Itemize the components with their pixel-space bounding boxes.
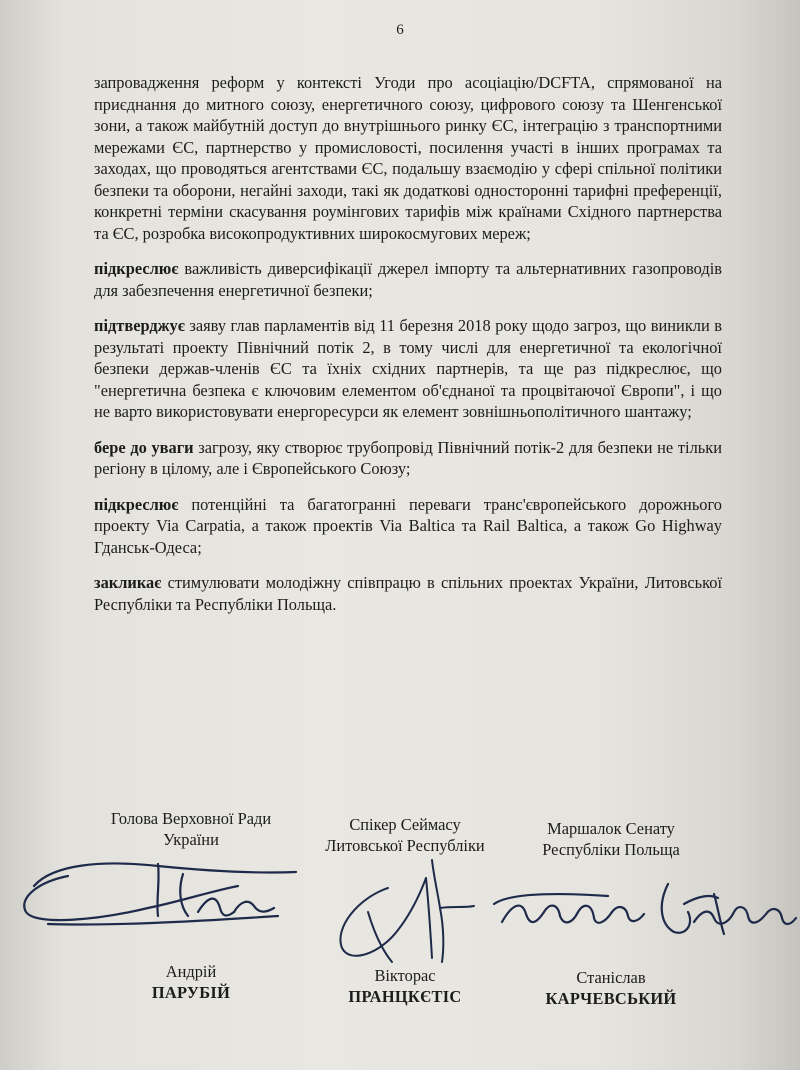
paragraph-text: потенційні та багатогранні переваги транс'європейського дорожнього проекту Via Carpatia, а також проектів Via Baltica та Rail Baltica, а також Go Highway Гданськ-Одеса; xyxy=(94,494,722,557)
signatory-title xyxy=(290,814,520,856)
paragraph-text: важливість диверсифікації джерел імпорту та альтернативних газопроводів для забезпечення енергетичної безпеки; xyxy=(94,259,722,300)
signatory-surname: ПАРУБІЙ xyxy=(151,983,231,1002)
signatory-name xyxy=(76,961,306,1003)
paragraph-text: стимулювати молодіжну співпрацю в спільних проектах України, Литовської Республіки та Республіки Польща. xyxy=(94,573,722,614)
paragraph-keyword: закликає xyxy=(94,573,162,592)
signatory-title-line: Спікер Сеймасу xyxy=(349,815,461,834)
paragraph-keyword: бере до уваги xyxy=(94,437,194,457)
page-number: 6 xyxy=(396,22,404,38)
signatory-first-name: Вікторас xyxy=(374,966,436,985)
handwritten-signature xyxy=(8,846,298,936)
signatory-title xyxy=(496,818,726,860)
signatory-title-line: України xyxy=(163,830,219,849)
handwritten-signature xyxy=(328,858,488,968)
signatory-first-name: Станіслав xyxy=(576,968,646,987)
signatory-title-line: Республіки Польща xyxy=(542,840,680,859)
paragraph-keyword: підтверджує xyxy=(94,316,185,335)
signatory-title xyxy=(76,808,306,850)
handwritten-signature xyxy=(488,874,798,944)
signatory-first-name: Андрій xyxy=(165,962,217,981)
signature-strokes xyxy=(340,860,474,962)
signatory-title-line: Литовської Республіки xyxy=(325,836,485,855)
signatory-name xyxy=(496,967,726,1009)
signatory-name xyxy=(290,965,520,1007)
paragraph-text: запровадження реформ у контексті Угоди про асоціацію/DCFTA, спрямованої на приєднання до митного союзу, енергетичного союзу, цифрового союзу та Шенгенської зони, а також майбутній доступ до внутрішнього ринку ЄС, інтеграцію з транспортними мережами ЄС, партнерство у промисловості, посилення участі в інших програмах та заходах, що проводяться агентствами ЄС, подальшу взаємодію у сфері спільної політики безпеки та оборони, негайні заходи, такі як додаткові односторонні тарифні преференції, конкретні терміни скасування роумінгових тарифів між країнами Східного партнерства та ЄС, розробка високопродуктивних широкосмугових мереж; xyxy=(94,73,722,243)
signatory-surname: КАРЧЕВСЬКИЙ xyxy=(545,989,677,1008)
signature-strokes xyxy=(24,863,296,924)
signatory-title-line: Маршалок Сенату xyxy=(547,819,675,838)
signatory-surname: ПРАНЦКЄТІС xyxy=(348,987,462,1006)
paragraph-text: заяву глав парламентів від 11 березня 2018 року щодо загроз, що виникли в результаті проекту Північний потік 2, в тому числі для енергетичної та екологічної безпеки держав-членів ЄС та їхніх східних партнерів, та ще раз підкреслює, що "енергетична безпека є ключовим елементом об'єднаної та процвітаючої Європи", і що не варто використовувати енергоресурси як елемент зовнішньополітичного шантажу; xyxy=(94,316,722,421)
signatory-title-line: Голова Верховної Ради xyxy=(110,809,272,828)
paragraph-keyword: підкреслює xyxy=(94,494,179,514)
signature-strokes xyxy=(494,884,796,934)
paragraph-keyword: підкреслює xyxy=(94,259,179,278)
paragraph-text: загрозу, яку створює трубопровід Північний потік-2 для безпеки не тільки регіону в цілому, але і Європейського Союзу; xyxy=(94,437,722,478)
